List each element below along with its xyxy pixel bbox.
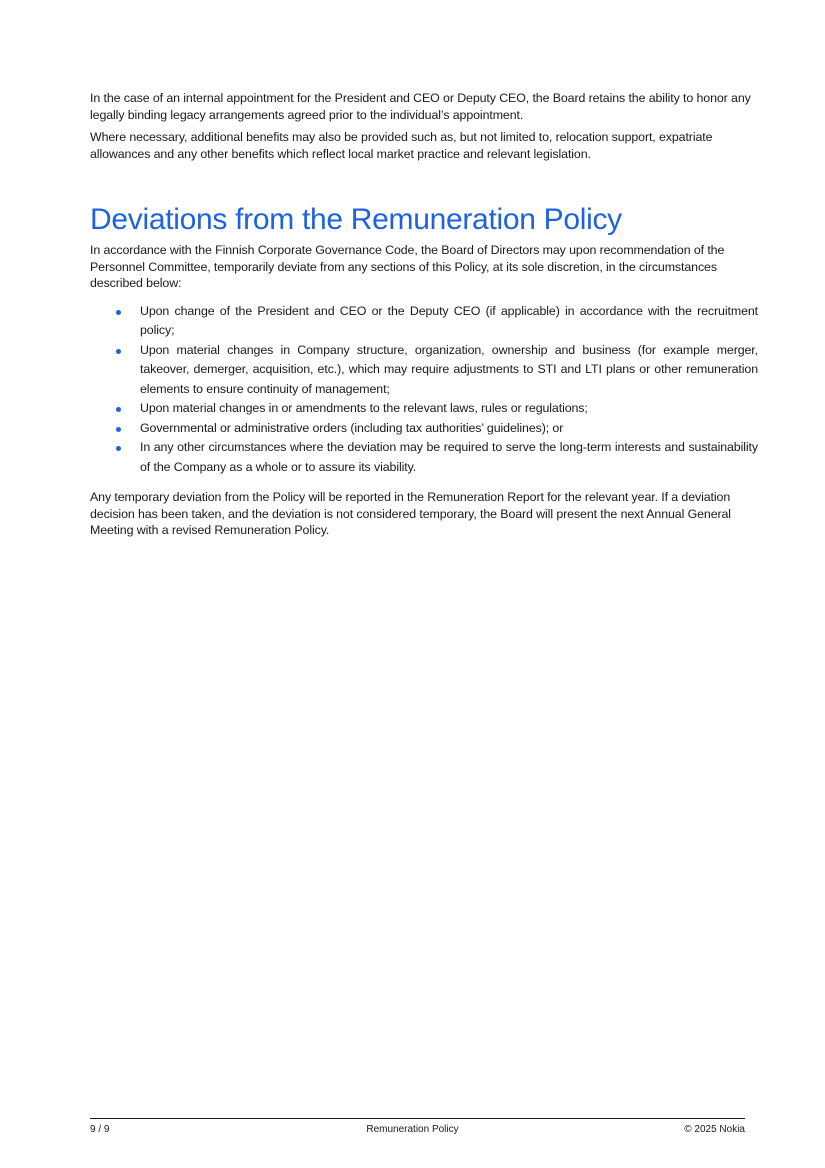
bullet-icon: [116, 427, 121, 432]
bullet-icon: [116, 349, 121, 354]
list-item-text: Upon change of the President and CEO or the Deputy CEO (if applicable) in accordance with the recruitment policy;: [140, 303, 758, 337]
paragraph-internal-appointment: In the case of an internal appointment for the President and CEO or Deputy CEO, the Board retains the ability to honor any legally binding legacy arrangements agreed prior to the individual’s appointment.: [90, 91, 751, 122]
list-item: [90, 419, 758, 439]
section-closing: Any temporary deviation from the Policy will be reported in the Remuneration Report for the relevant year. If a deviation decision has been taken, and the deviation is not considered temporary, the Board will present the next Annual General Meeting with a revised Remuneration Policy.: [90, 490, 731, 537]
footer-divider: [90, 1118, 745, 1119]
list-item-text: Upon material changes in Company structure, organization, ownership and business (for example merger, takeover, demerger, acquisition, etc.), which may require adjustments to STI and LTI plans or other remuneration elements to ensure continuity of management;: [140, 342, 758, 396]
list-item-text: In any other circumstances where the deviation may be required to serve the long-term interests and sustainability of the Company as a whole or to assure its viability.: [140, 440, 758, 474]
section-heading: Deviations from the Remuneration Policy: [90, 203, 622, 236]
bullet-icon: [116, 407, 121, 412]
list-item: [90, 341, 758, 400]
section-intro: In accordance with the Finnish Corporate Governance Code, the Board of Directors may upon recommendation of the Personnel Committee, temporarily deviate from any sections of this Policy, at its sole discretion, in the circumstances described below:: [90, 243, 725, 290]
footer-document-title: Remuneration Policy: [366, 1124, 459, 1135]
list-item-text: Upon material changes in or amendments to the relevant laws, rules or regulations;: [140, 401, 588, 415]
list-item-text: Governmental or administrative orders (including tax authorities’ guidelines); or: [140, 420, 564, 435]
deviation-circumstances-list: [90, 302, 758, 478]
bullet-icon: [116, 446, 121, 451]
paragraph-additional-benefits: Where necessary, additional benefits may also be provided such as, but not limited to, relocation support, expatriate allowances and any other benefits which reflect local market practice and relevant legislation.: [90, 130, 713, 161]
footer-page-number: 9 / 9: [90, 1124, 110, 1135]
list-item: [90, 302, 758, 341]
bullet-icon: [116, 310, 121, 315]
footer-copyright: © 2025 Nokia: [684, 1124, 745, 1135]
list-item: [90, 399, 758, 419]
list-item: [90, 438, 758, 477]
page-content: [90, 90, 758, 545]
